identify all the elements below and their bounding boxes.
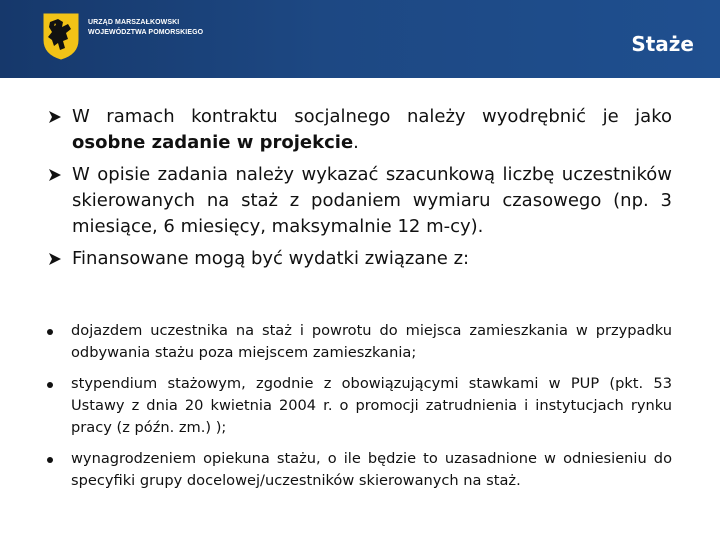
sub-list-item bbox=[44, 448, 672, 492]
sub-item-text: wynagrodzeniem opiekuna stażu, o ile będzie to uzasadnione w odniesieniu do specyfiki grupy docelowej/uczestników skierowanych na staż. bbox=[71, 450, 672, 489]
slide-title: Staże bbox=[631, 32, 694, 56]
main-item-bold-text: osobne zadanie w projekcie bbox=[72, 132, 354, 153]
sub-item-text: stypendium stażowym, zgodnie z obowiązującymi stawkami w PUP (pkt. 53 Ustawy z dnia 20 kwietnia 2004 r. o promocji zatrudnienia i instytucjach rynku pracy (z późn. zm.) ); bbox=[71, 375, 672, 436]
arrow-bullet-icon bbox=[48, 110, 62, 124]
main-list-item-contract bbox=[48, 104, 672, 156]
sub-list-item bbox=[44, 320, 672, 364]
main-item-text: W opisie zadania należy wykazać szacunkową liczbę uczestników skierowanych na staż z podaniem wymiaru czasowego (np. 3 miesiące, 6 miesięcy, maksymalnie 12 m-cy). bbox=[72, 164, 672, 237]
main-list-item-description bbox=[48, 162, 672, 240]
sub-item-text: dojazdem uczestnika na staż i powrotu do miejsca zamieszkania w przypadku odbywania stażu poza miejscem zamieszkania; bbox=[71, 322, 672, 361]
sub-list-item bbox=[44, 373, 672, 439]
griffin-logo-icon bbox=[42, 12, 80, 60]
sub-list bbox=[44, 320, 672, 501]
main-item-text-end: . bbox=[353, 132, 359, 153]
organization-name bbox=[88, 18, 203, 38]
main-item-text: Finansowane mogą być wydatki związane z: bbox=[72, 248, 470, 269]
arrow-bullet-icon bbox=[48, 252, 62, 266]
arrow-bullet-icon bbox=[48, 168, 62, 182]
header-bar bbox=[0, 0, 720, 78]
dot-bullet-icon bbox=[47, 329, 53, 335]
dot-bullet-icon bbox=[47, 457, 53, 463]
main-item-text: W ramach kontraktu socjalnego należy wyodrębnić je jako bbox=[72, 106, 672, 127]
organization-name-line-1: URZĄD MARSZAŁKOWSKI bbox=[88, 19, 180, 26]
organization-name-line-2: WOJEWÓDZTWA POMORSKIEGO bbox=[88, 29, 204, 36]
main-list-item-financing bbox=[48, 246, 672, 272]
main-list bbox=[48, 104, 672, 278]
dot-bullet-icon bbox=[47, 382, 53, 388]
